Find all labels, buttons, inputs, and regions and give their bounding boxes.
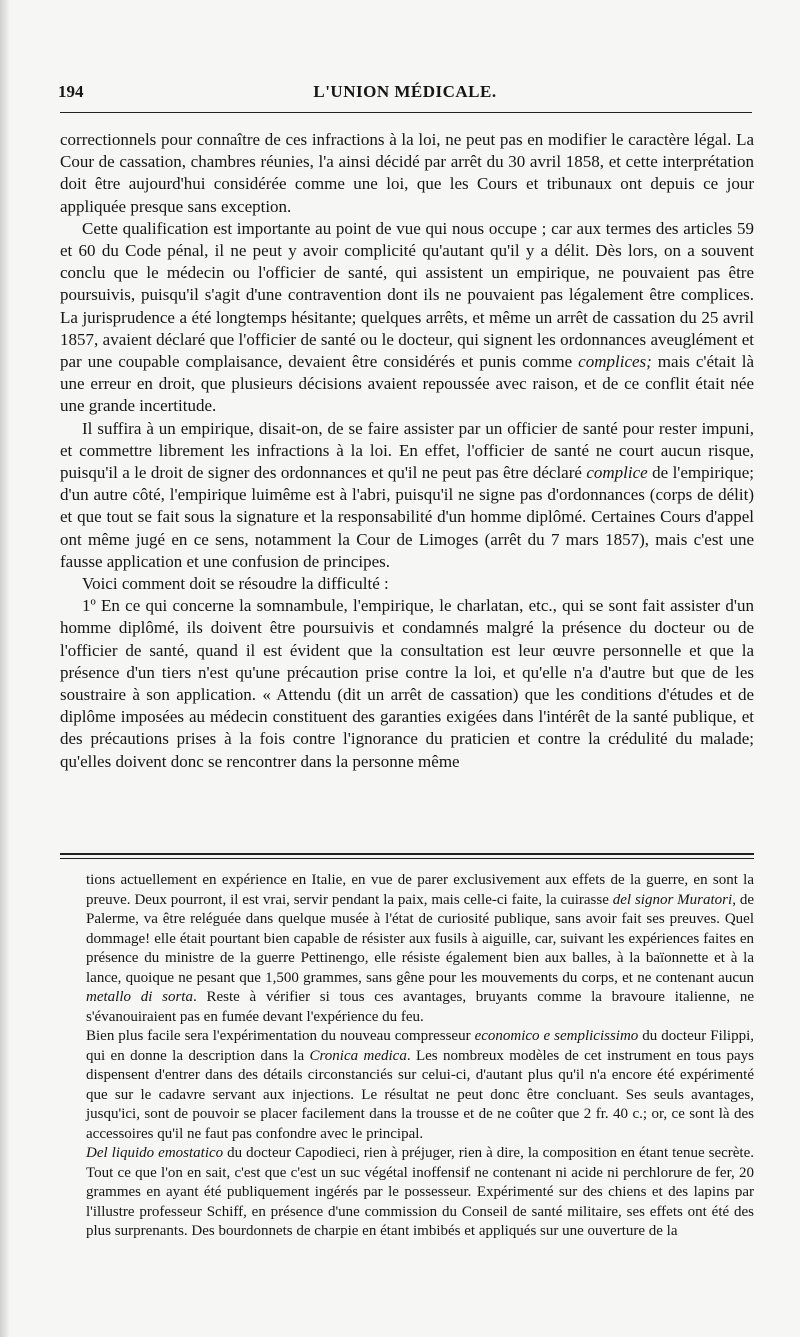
paragraph xyxy=(60,218,754,418)
paragraph xyxy=(86,871,754,1027)
page-number: 194 xyxy=(58,82,84,101)
feuilleton-separator xyxy=(60,853,754,859)
paragraph-text: Bien plus facile sera l'expérimentation du nouveau compresseur xyxy=(86,1028,475,1044)
paragraph xyxy=(86,1144,754,1242)
paragraph-text: , de Palerme, va être reléguée dans quelque musée à l'état de curiosité publique, sans avoir fait ses preuves. Quel dommage! elle était pourtant bien capable de résister aux fusils à aiguille, car, suivant les expériences faites en présence du ministre de la guerre Pettinengo, elle résiste également bien aux balles, à la baïonnette et à la lance, quoique ne pesant que 1,500 grammes, sans gêne pour les mouvements du corps, et ne contenant aucun xyxy=(86,891,754,986)
paragraph-text: Il suffira à un empirique, disait-on, de se faire assister par un officier de santé pour rester impuni, et commettre librement les infractions à la loi. En effet, l'officier de santé ne court aucun risque, puisqu'il a le droit de signer des ordonnances et qu'il ne peut pas être déclaré xyxy=(60,418,754,483)
italic-term: Del liquido emostatico xyxy=(86,1145,224,1161)
paragraph-text: . Reste à vérifier si tous ces avantages, bruyants comme la bravoure italienne, ne s'évanouiraient pas en fumée devant l'expérience du feu. xyxy=(86,989,754,1025)
italic-term: economico e semplicissimo xyxy=(474,1028,639,1044)
paragraph-text: mais c'était là une erreur en droit, que plusieurs décisions avaient repoussée avec raison, et de ce conflit était née une grande incertitude. xyxy=(60,352,755,416)
italic-term: Cronica medica xyxy=(309,1047,407,1064)
feuilleton-text xyxy=(86,871,754,1242)
paragraph-text: . Les nombreux modèles de cet instrument en tous pays dispensent d'entrer dans des détails circonstanciés sur celui-ci, d'autant plus qu'il n'a encore été expérimenté que sur le cadavre servant aux injections. Le résultat ne peut donc être concluant. Ses seuls avantages, jusqu'ici, sont de pouvoir se placer facilement dans la trousse et de ne coûter que 2 fr. 40 c.; or, ce sont là des accessoires qu'il ne faut pas confondre avec le principal. xyxy=(86,1047,754,1142)
italic-term: complice xyxy=(586,463,648,483)
paragraph-text: du docteur Capodieci, rien à préjuger, rien à dire, la composition en étant tenue secrète. Tout ce que l'on en sait, c'est que c'est un suc végétal inoffensif ne contenant ni acide ni perchlorure de fer, 20 grammes en ayant été publiquement ingérés par le possesseur. Expérimenté sur des chiens et des lapins par l'illustre professeur Schiff, en présence d'une commission du Conseil de santé militaire, ses effets ont été des plus surprenants. Des bourdonnets de charpie en étant imbibés et appliqués sur une ouverture de la xyxy=(86,1145,754,1239)
paragraph-text: du docteur Filippi, qui en donne la description dans la xyxy=(86,1028,754,1064)
paragraph: 1º En ce qui concerne la somnambule, l'empirique, le charlatan, etc., qui se sont fait assister d'un homme diplômé, ils doivent être poursuivis et condamnés malgré la présence du docteur ou de l'officier de santé, quand il est évident que la consultation est leur œuvre personnelle et que la présence d'un tiers n'est qu'une précaution prise contre la loi, et qu'elle n'a d'autre but que de les soustraire à son application. « Attendu (dit un arrêt de cassation) que les conditions d'études et de diplôme imposées au médecin constituent des garanties exigées dans l'intérêt de la santé publique, et des précautions prises à la fois contre l'ignorance du praticien et contre la crédulité du malade; qu'elles doivent donc se rencontrer dans la personne même xyxy=(60,596,754,771)
italic-term: complices; xyxy=(578,352,652,372)
italic-term: metallo di sorta xyxy=(86,989,193,1005)
paragraph-text: Cette qualification est importante au point de vue qui nous occupe ; car aux termes des articles 59 et 60 du Code pénal, il ne peut y avoir complicité qu'autant qu'il y a délit. Dès lors, on a souvent conclu que le médecin ou l'officier de santé, qui assistent un empirique, ne pouvaient pas être poursuivis, puisqu'il s'agit d'une contravention dont ils ne pouvaient pas légalement être complices. La jurisprudence a été longtemps hésitante; quelques arrêts, et même un arrêt de cassation du 25 avril 1857, avaient déclaré que l'officier de santé ou le docteur, qui signent les ordonnances aveuglément et par une coupable complaisance, devaient être considérés et punis comme xyxy=(60,218,754,372)
paragraph-text: tions actuellement en expérience en Italie, en vue de parer exclusivement aux effets de la guerre, en sont la preuve. Deux pourront, il est vrai, servir pendant la paix, mais celle-ci faite, la cuirasse xyxy=(86,872,754,908)
page-spine-shadow xyxy=(0,0,10,1337)
main-text xyxy=(60,129,754,773)
paragraph: Voici comment doit se résoudre la difficulté : xyxy=(82,574,389,594)
paragraph-text: de l'empirique; d'un autre côté, l'empirique luimême est à l'abri, puisqu'il ne signe pas d'ordonnances (corps de délit) et que tout se fait sous la signature et la responsabilité d'un homme diplômé. Certaines Cours d'appel ont même jugé en ce sens, notamment la Cour de Limoges (arrêt du 7 mars 1857), mais c'est une fausse application et une confusion de principes. xyxy=(60,463,755,571)
page-header xyxy=(58,82,752,108)
header-rule xyxy=(60,112,752,113)
paragraph: correctionnels pour connaître de ces infractions à la loi, ne peut pas en modifier le caractère légal. La Cour de cassation, chambres réunies, l'a ainsi décidé par arrêt du 30 avril 1858, et cette interprétation doit être aujourd'hui considérée comme une loi, que les Cours et tribunaux ont depuis ce jour appliquée presque sans exception. xyxy=(60,130,754,216)
paragraph xyxy=(86,1027,754,1144)
paragraph xyxy=(60,418,754,573)
italic-term: del signor Muratori xyxy=(612,891,733,908)
running-title: L'UNION MÉDICALE. xyxy=(313,82,497,101)
